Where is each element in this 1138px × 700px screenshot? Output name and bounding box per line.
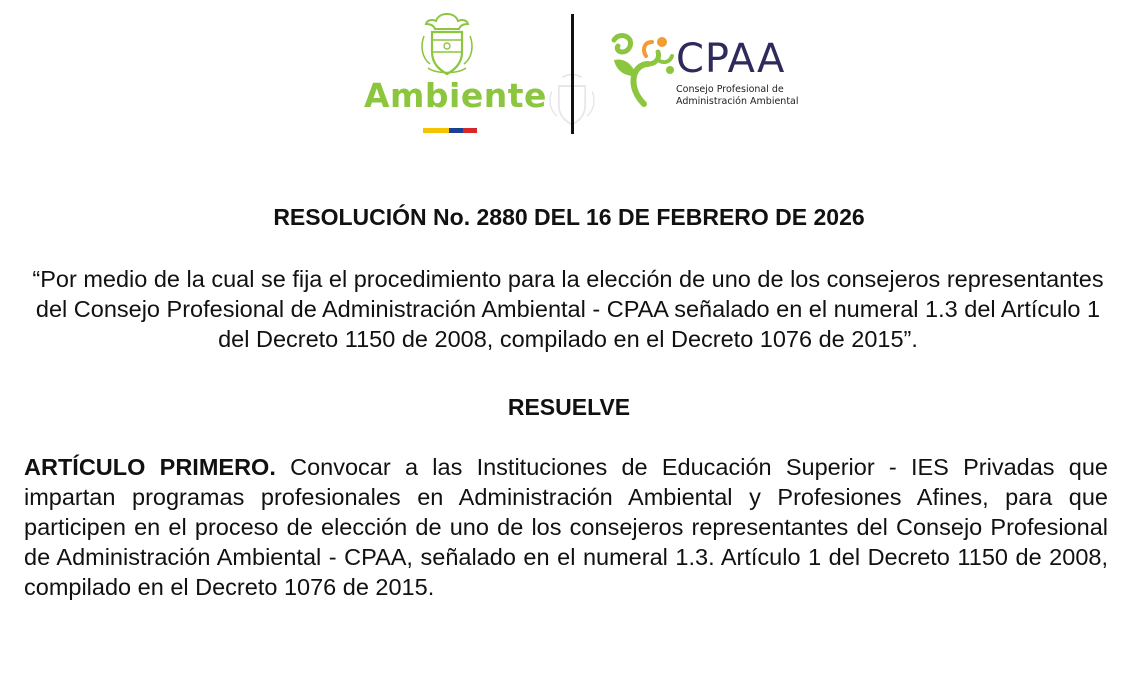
ministry-wordmark: Ambiente (364, 76, 547, 115)
council-name-line-2: Administración Ambiental (676, 96, 799, 107)
article-body: Convocar a las Instituciones de Educación Superior - IES Privadas que impartan programas profesionales en Administración Ambiental y Profesiones Afines, para que participen en el proceso de elección de uno de los consejeros representantes del Consejo Profesional de Administración Ambiental - CPAA, señalado en el numeral 1.3. Artículo 1 del Decreto 1150 de 2008, compilado en el Decreto 1076 de 2015. (24, 454, 1109, 600)
council-full-name (676, 84, 799, 108)
cpaa-plant-logo-icon (610, 30, 676, 108)
resuelve-heading: RESUELVE (507, 394, 631, 420)
council-name-line-1: Consejo Profesional de (676, 84, 784, 95)
article-lead: ARTÍCULO PRIMERO. (24, 454, 276, 480)
colombia-coat-of-arms-icon (418, 12, 476, 78)
resolution-subtitle: “Por medio de la cual se fija el procedimiento para la elección de uno de los consejeros representantes del Consejo Profesional de Administración Ambiental - CPAA señalado en el numeral 1.3 del Artículo 1 del Decreto 1150 de 2008, compilado en el Decreto 1076 de 2015”. (32, 266, 1104, 352)
document-header (0, 0, 1138, 150)
council-acronym: CPAA (676, 36, 786, 82)
header-divider (571, 14, 574, 134)
colombia-flag-bar (423, 128, 477, 133)
article-first (24, 452, 1108, 602)
resolution-title: RESOLUCIÓN No. 2880 DEL 16 DE FEBRERO DE 2026 (273, 204, 865, 230)
